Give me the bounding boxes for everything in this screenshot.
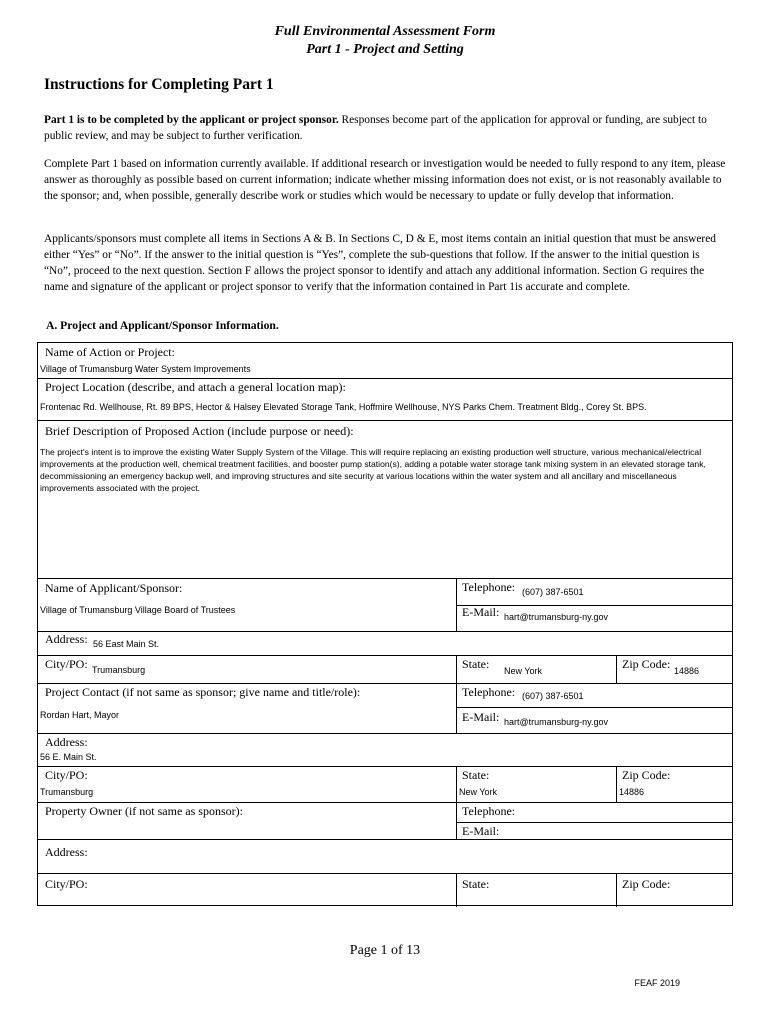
project-location-field[interactable]: Frontenac Rd. Wellhouse, Rt. 89 BPS, Hector & Halsey Elevated Storage Tank, Hoffmire Wellhouse, NYS Parks Chem. Treatment Bldg., Corey St. BPS.	[40, 402, 647, 412]
owner-telephone-label: Telephone:	[462, 804, 516, 818]
owner-city-label: City/PO:	[45, 877, 88, 891]
col-divider	[456, 766, 457, 839]
contact-email-label: E-Mail:	[462, 710, 500, 724]
description-field[interactable]: The project's intent is to improve the existing Water Supply System of the Village. This will require replacing an existing production well structure, various mechanical/electrical improvements at the production well, chemical treatment facilities, and booster pump station(s), adding a potable water storage tank mixing system in an elevated storage tank, decommissioning an emergency backup well, and improving structures and site security at various locations within the water system and all ancillary and miscellaneous improvements associated with the project.	[40, 447, 706, 493]
row-divider	[38, 733, 732, 734]
contact-telephone-field[interactable]: (607) 387-6501	[522, 691, 584, 701]
applicant-state-field[interactable]: New York	[504, 666, 543, 676]
project-location-label: Project Location (describe, and attach a general location map):	[45, 380, 346, 394]
row-divider	[38, 378, 732, 379]
form-subtitle: Part 1 - Project and Setting	[306, 42, 464, 57]
row-divider-right	[456, 822, 732, 823]
instructions-paragraph-3: Applicants/sponsors must complete all items in Sections A & B. In Sections C, D & E, most items contain an initial question that must be answered either “Yes” or “No”. If the answer to the initial question is “Yes”, complete the sub-questions that follow. If the answer to the initial question is “No”, proceed to the next question. Section F allows the project sponsor to identify and attach any additional information. Section G requires the name and signature of the applicant or project sponsor to verify that the information contained in Part 1is accurate and complete.	[44, 233, 716, 293]
instructions-p1-rest: Responses become part of the application for approval or funding, are subject to public review, and may be subject to further verification.	[44, 114, 707, 142]
applicant-telephone-field[interactable]: (607) 387-6501	[522, 587, 584, 597]
col-divider	[616, 655, 617, 683]
col-divider	[456, 578, 457, 631]
page-number: Page 1 of 13	[349, 943, 421, 958]
row-divider-right	[456, 707, 732, 708]
section-a-heading: A. Project and Applicant/Sponsor Information.	[46, 319, 279, 332]
contact-state-field[interactable]: New York	[459, 787, 498, 797]
name-of-action-label: Name of Action or Project:	[45, 345, 175, 359]
contact-telephone-label: Telephone:	[462, 685, 516, 699]
instructions-p1-bold: Part 1 is to be completed by the applicant or project sponsor.	[44, 114, 339, 126]
contact-state-label: State:	[462, 768, 490, 782]
applicant-address-label: Address:	[45, 632, 88, 646]
contact-email-field[interactable]: hart@trumansburg-ny.gov	[504, 717, 609, 727]
applicant-email-field[interactable]: hart@trumansburg-ny.gov	[504, 612, 609, 622]
applicant-name-label: Name of Applicant/Sponsor:	[45, 581, 183, 595]
row-divider	[38, 420, 732, 421]
contact-city-field[interactable]: Trumansburg	[40, 787, 94, 797]
row-divider	[38, 873, 732, 874]
contact-name-label: Project Contact (if not same as sponsor; give name and title/role):	[45, 685, 361, 699]
form-code: FEAF 2019	[634, 978, 680, 988]
col-divider	[456, 873, 457, 907]
applicant-email-label: E-Mail:	[462, 605, 500, 619]
contact-name-field[interactable]: Rordan Hart, Mayor	[40, 710, 120, 720]
description-label: Brief Description of Proposed Action (include purpose or need):	[45, 424, 354, 438]
row-divider	[38, 683, 732, 684]
applicant-city-field[interactable]: Trumansburg	[92, 665, 146, 675]
owner-zip-label: Zip Code:	[622, 877, 671, 891]
form-title: Full Environmental Assessment Form	[274, 24, 496, 39]
applicant-address-field[interactable]: 56 East Main St.	[93, 639, 160, 649]
applicant-state-label: State:	[462, 657, 490, 671]
row-divider	[38, 631, 732, 632]
applicant-telephone-label: Telephone:	[462, 580, 516, 594]
contact-address-field[interactable]: 56 E. Main St.	[40, 752, 97, 762]
name-of-action-field[interactable]: Village of Trumansburg Water System Improvements	[40, 364, 251, 374]
col-divider	[616, 873, 617, 907]
section-a-table	[37, 342, 733, 906]
row-divider	[38, 839, 732, 840]
row-divider	[38, 578, 732, 579]
applicant-name-field[interactable]: Village of Trumansburg Village Board of Trustees	[40, 605, 236, 615]
contact-city-label: City/PO:	[45, 768, 88, 782]
instructions-paragraph-1	[44, 112, 728, 144]
col-divider	[456, 655, 457, 733]
row-divider	[38, 766, 732, 767]
applicant-city-label: City/PO:	[45, 657, 88, 671]
owner-address-label: Address:	[45, 845, 88, 859]
applicant-zip-field[interactable]: 14886	[674, 666, 700, 676]
instructions-paragraph-2: Complete Part 1 based on information currently available. If additional research or investigation would be needed to fully respond to any item, please answer as thoroughly as possible based on current information; indicate whether missing information does not exist, or is not reasonably available to the sponsor; and, when possible, generally describe work or studies which would be necessary to update or fully develop that information.	[44, 158, 726, 202]
instructions-heading: Instructions for Completing Part 1	[44, 76, 274, 93]
owner-email-label: E-Mail:	[462, 824, 500, 838]
contact-zip-field[interactable]: 14886	[619, 787, 645, 797]
row-divider	[38, 655, 732, 656]
row-divider	[38, 802, 732, 803]
applicant-zip-label: Zip Code:	[622, 657, 671, 671]
contact-zip-label: Zip Code:	[622, 768, 671, 782]
contact-address-label: Address:	[45, 735, 88, 749]
owner-state-label: State:	[462, 877, 490, 891]
owner-name-label: Property Owner (if not same as sponsor):	[45, 804, 243, 818]
col-divider	[616, 766, 617, 802]
